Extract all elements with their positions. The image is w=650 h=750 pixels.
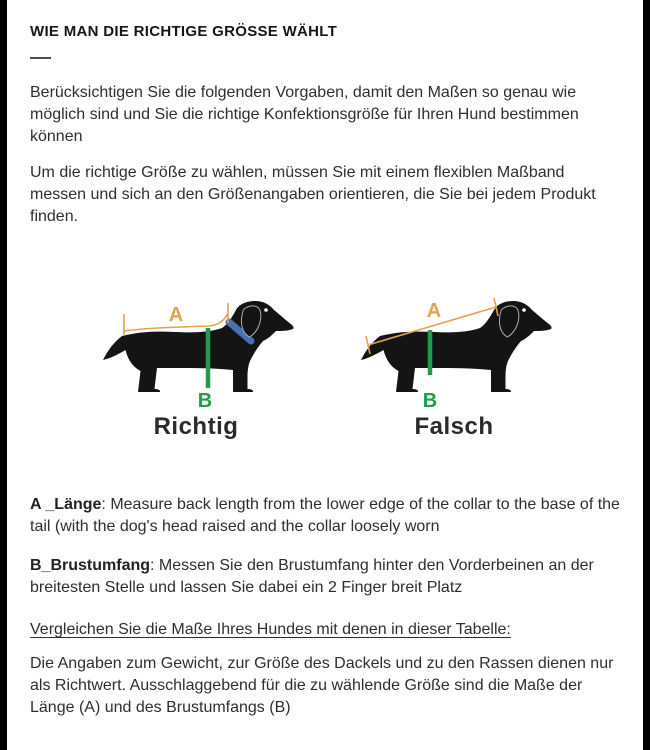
- dachshund-silhouette-wrong: [361, 301, 552, 392]
- figure-wrong: [349, 274, 559, 440]
- measurement-a-term: A _Länge: [30, 496, 102, 513]
- girth-marker-label: B: [422, 390, 438, 412]
- measurement-b-paragraph: [30, 555, 620, 599]
- disclaimer-paragraph: Die Angaben zum Gewicht, zur Größe des Dackels und zu den Rassen dienen nur als Richtwert. Ausschlaggebend für die zu wählende Größe sind die Maße der Länge (A) und des Brustumfangs (B): [30, 655, 614, 716]
- measurement-figures-row: [30, 274, 620, 440]
- girth-marker-label: B: [197, 390, 213, 412]
- measurement-b-text: : Messen Sie den Brustumfang hinter den Vorderbeinen an der breitesten Stelle und lassen Sie dabei ein 2 Finger breit Platz: [30, 557, 594, 596]
- measurement-b-term: B_Brustumfang: [30, 557, 151, 574]
- measurement-a-paragraph: [30, 494, 620, 538]
- figure-caption-correct: Richtig: [153, 413, 239, 440]
- dog-diagram-correct-image: [91, 274, 301, 414]
- dachshund-silhouette-correct: [103, 301, 294, 392]
- screenshot-left-edge: [0, 0, 7, 750]
- figure-caption-wrong: Falsch: [414, 413, 494, 440]
- length-marker-label: A: [168, 304, 184, 326]
- dog-diagram-wrong-image: [349, 274, 559, 414]
- measurement-a-text: : Measure back length from the lower edge of the collar to the base of the tail (with the dog's head raised and the collar loosely worn: [30, 496, 620, 535]
- page-title: WIE MAN DIE RICHTIGE GRÖSSE WÄHLT: [30, 23, 338, 40]
- intro-paragraph-2: Um die richtige Größe zu wählen, müssen Sie mit einem flexiblen Maßband messen und sich an den Größenangaben orientieren, die Sie bei jedem Produkt finden.: [30, 164, 596, 225]
- length-marker-label: A: [426, 300, 442, 322]
- figure-correct: [91, 274, 301, 440]
- screenshot-right-edge: [643, 0, 650, 750]
- title-divider: [30, 57, 51, 59]
- compare-note: Vergleichen Sie die Maße Ihres Hundes mit denen in dieser Tabelle:: [30, 621, 511, 638]
- intro-paragraph-1: Berücksichtigen Sie die folgenden Vorgaben, damit den Maßen so genau wie möglich sind und Sie die richtige Konfektionsgröße für Ihren Hund bestimmen können: [30, 84, 579, 145]
